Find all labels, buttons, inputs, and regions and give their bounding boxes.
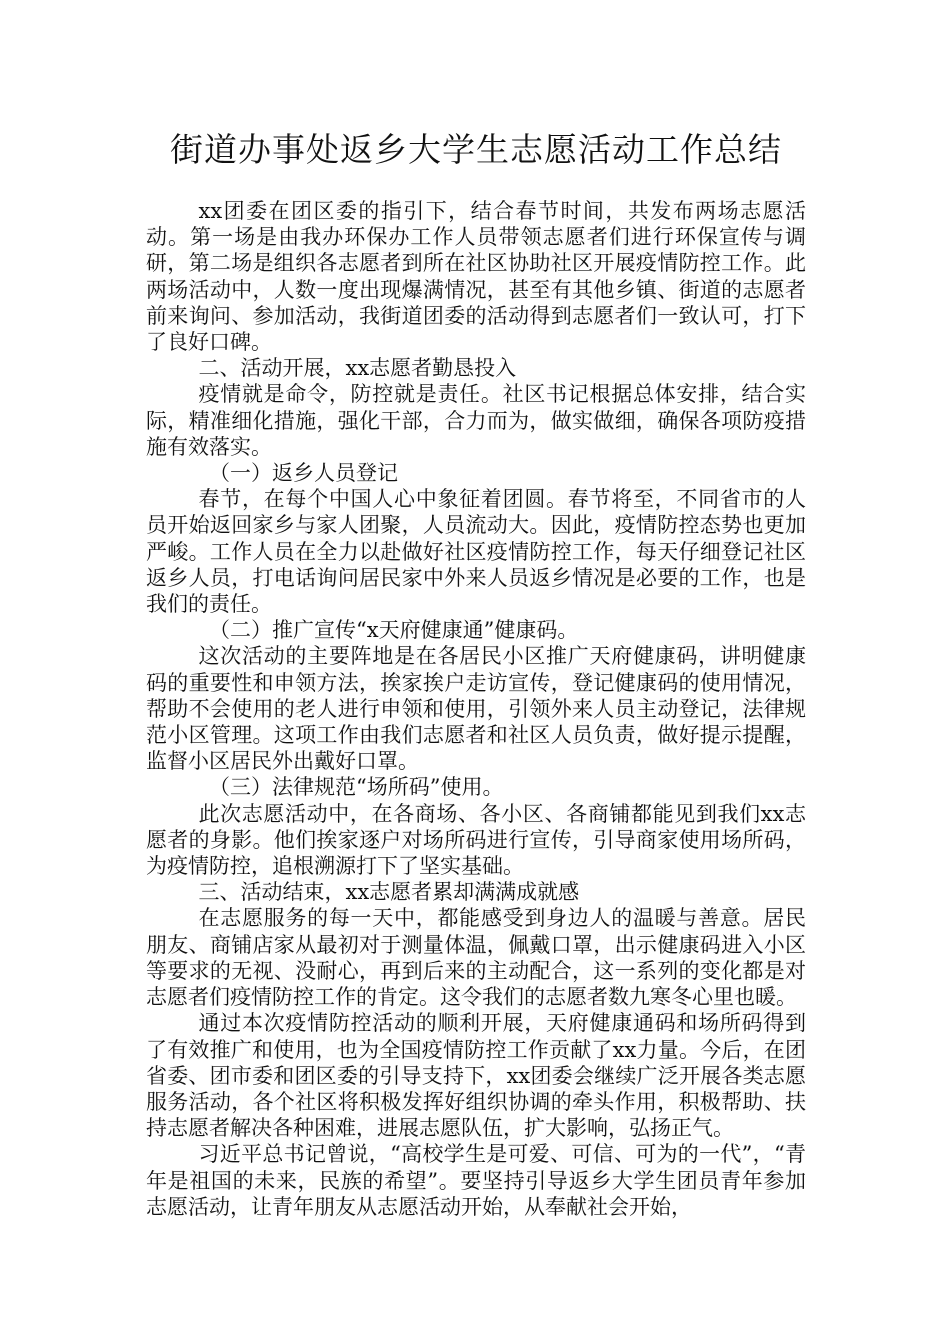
subsection-heading-3: （三）法律规范“场所码”使用。 — [209, 775, 504, 800]
paragraph-warmth: 在志愿服务的每一天中，都能感受到身边人的温暖与善意。居民朋友、商铺店家从最初对于测量体温，佩戴口罩，出示健康码进入小区等要求的无视、没耐心，再到后来的主动配合，这一系列的变化都是对志愿者们疫情防控工作的肯定。这令我们的志愿者数九寒冬心里也暖。 — [146, 906, 806, 1010]
paragraph-outlook: 通过本次疫情防控活动的顺利开展，天府健康通码和场所码得到了有效推广和使用，也为全国疫情防控工作贡献了xx力量。今后，在团省委、团市委和团区委的引导支持下，xx团委会继续广泛开展各类志愿服务活动，各个社区将积极发挥好组织协调的牵头作用，积极帮助、扶持志愿者解决各种困难，进展志愿队伍，扩大影响，弘扬正气。 — [146, 1011, 806, 1141]
subsection-heading-2: （二）推广宣传“x天府健康通”健康码。 — [209, 618, 579, 643]
paragraph-intro: xx团委在团区委的指引下，结合春节时间，共发布两场志愿活动。第一场是由我办环保办工作人员带领志愿者们进行环保宣传与调研，第二场是组织各志愿者到所在社区协助社区开展疫情防控工作。此两场活动中，人数一度出现爆满情况，甚至有其他乡镇、街道的志愿者前来询问、参加活动，我街道团委的活动得到志愿者们一致认可，打下了良好口碑。 — [146, 199, 806, 355]
document-page — [146, 128, 806, 1220]
subsection-heading-1: （一）返乡人员登记 — [209, 461, 398, 486]
paragraph-epidemic: 疫情就是命令，防控就是责任。社区书记根据总体安排，结合实际，精准细化措施，强化干部，合力而为，做实做细，确保各项防疫措施有效落实。 — [146, 382, 806, 459]
section-heading-2: 二、活动开展，xx志愿者勤恳投入 — [198, 356, 517, 381]
section-heading-3: 三、活动结束，xx志愿者累却满满成就感 — [198, 880, 580, 905]
paragraph-quote: 习近平总书记曾说，“高校学生是可爱、可信、可为的一代”，“青年是祖国的未来，民族的希望”。要坚持引导返乡大学生团员青年参加志愿活动，让青年朋友从志愿活动开始，从奉献社会开始， — [146, 1142, 806, 1219]
document-title: 街道办事处返乡大学生志愿活动工作总结 — [170, 130, 782, 169]
paragraph-registration: 春节，在每个中国人心中象征着团圆。春节将至，不同省市的人员开始返回家乡与家人团聚，人员流动大。因此，疫情防控态势也更加严峻。工作人员在全力以赴做好社区疫情防控工作，每天仔细登记社区返乡人员，打电话询问居民家中外来人员返乡情况是必要的工作，也是我们的责任。 — [146, 487, 806, 617]
paragraph-venue-code: 此次志愿活动中，在各商场、各小区、各商铺都能见到我们xx志愿者的身影。他们挨家逐户对场所码进行宣传，引导商家使用场所码，为疫情防控，追根溯源打下了坚实基础。 — [146, 801, 806, 879]
paragraph-health-code: 这次活动的主要阵地是在各居民小区推广天府健康码，讲明健康码的重要性和申领方法，挨家挨户走访宣传，登记健康码的使用情况，帮助不会使用的老人进行申领和使用，引领外来人员主动登记，法律规范小区管理。这项工作由我们志愿者和社区人员负责，做好提示提醒，监督小区居民外出戴好口罩。 — [146, 644, 806, 774]
